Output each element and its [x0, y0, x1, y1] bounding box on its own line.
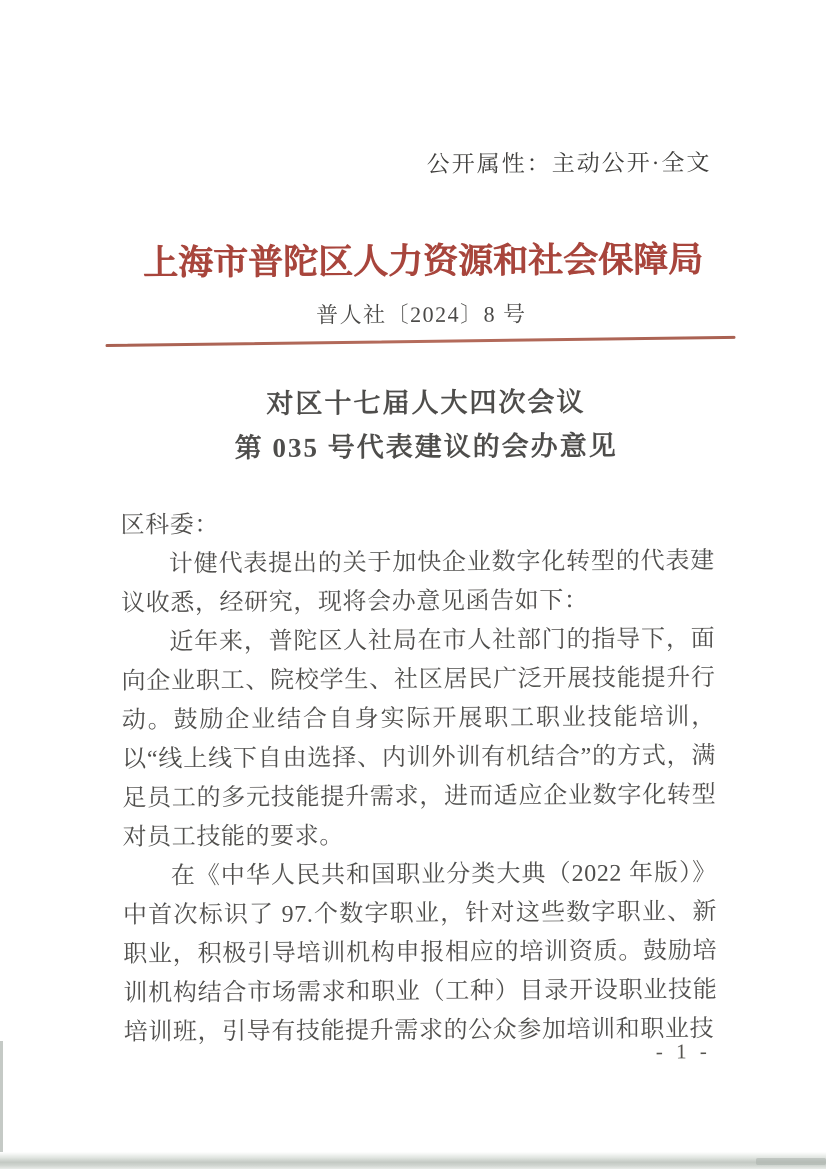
- body-paragraph: 近年来，普陀区人社局在市人社部门的指导下，面向企业职工、院校学生、社区居民广泛开展技能提升行动。鼓励企业结合自身实际开展职工职业技能培训，以“线上线下自由选择、内训外训有机结合”的方式，满足员工的多元技能提升需求，进而适应企业数字化转型对员工技能的要求。: [121, 626, 717, 851]
- scan-edge-left: [0, 1041, 3, 1163]
- salutation: 区科委：: [120, 512, 220, 539]
- scan-edge-bottom: [0, 1152, 826, 1169]
- letterhead-divider-rule: [106, 336, 736, 347]
- body-paragraph: 计健代表提出的关于加快企业数字化转型的代表建议收悉，经研究，现将会办意见函告如下：: [121, 548, 715, 617]
- page-number: - 1 -: [655, 1039, 711, 1064]
- document-title-line-1: 对区十七届人大四次会议: [266, 386, 586, 419]
- agency-letterhead: 上海市普陀区人力资源和社会保障局: [142, 240, 704, 283]
- document-title-line-2: 第 035 号代表建议的会办意见: [234, 430, 618, 464]
- body-paragraph: 在《中华人民共和国职业分类大典（2022 年版）》中首次标识了 97.个数字职业，针对这些数字职业、新职业，积极引导培训机构申报相应的培训资质。鼓励培训机构结合市场需求和职业（工种）目录开设职业技能培训班，引导有技能提升需求的公众参加培训和职业技: [122, 860, 718, 1046]
- document-body: [121, 503, 718, 1053]
- publicity-attribute-line: 公开属性：主动公开·全文: [426, 150, 712, 177]
- document-number: 普人社〔2024〕8 号: [316, 301, 527, 328]
